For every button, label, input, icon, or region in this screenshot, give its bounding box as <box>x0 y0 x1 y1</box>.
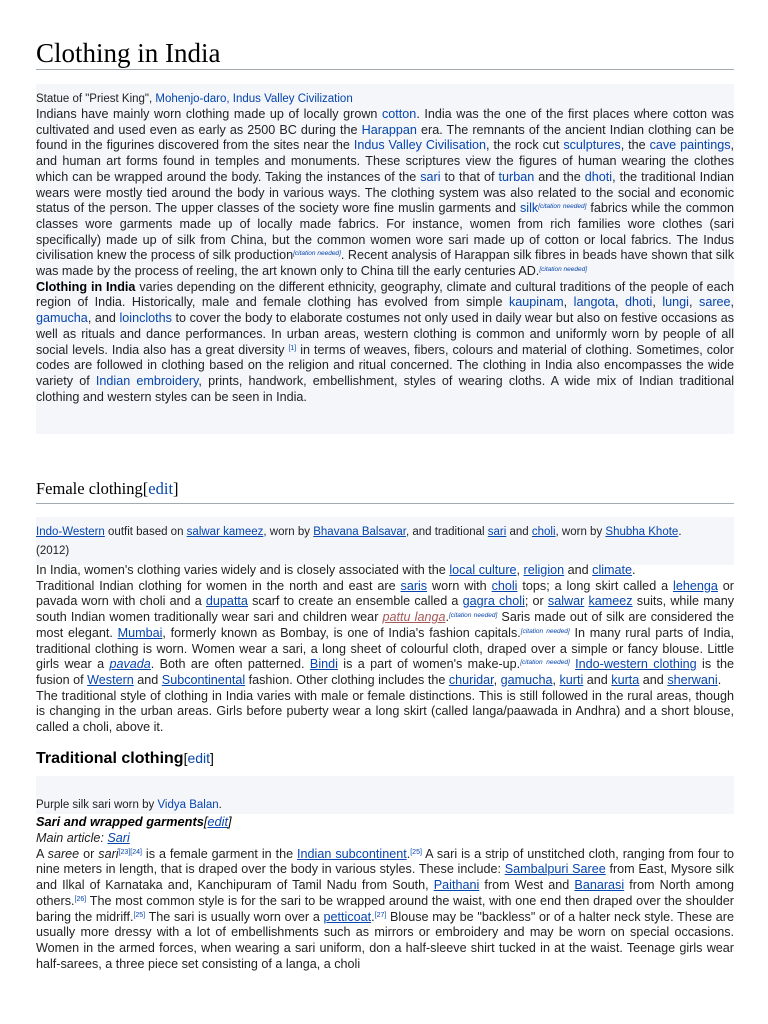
gamucha-link-2[interactable]: gamucha <box>500 672 553 687</box>
reference[interactable]: [26] <box>74 895 87 903</box>
title-divider <box>36 69 734 70</box>
kaupinam-link[interactable]: kaupinam <box>508 295 564 310</box>
paithani-link[interactable]: Paithani <box>433 878 480 893</box>
intro-paragraph: Indians have mainly worn clothing made up of locally grown cotton. India was the one of the first places where cotton was cultivated and used even as early as 2500 BC during the Harappan era. The remnants of the ancient Indian clothing can be found in the figurines discovered from the sites near the Indus Valley Civilisation, the rock cut sculptures, the cave paintings, and human art forms found in temples and monuments. These scriptures view the figures of human wearing the clothes which can be wrapped around the body. Taking the instances of the sari to that of turban and the dhoti, the traditional Indian wears were mostly tied around the body in various ways. The clothing system was also related to the social and economic status of the person. The upper classes of the society wore fine muslin garments and silk[citation needed] fabrics while the common classes wore garments made up of locally made fabrics. For instance, women from rich families wore clothes (sari specifically) made up of silk from China, but the common women wore sari made up of cotton or local fabrics. The Indus civilisation knew the process of silk production[citation needed]. Recent analysis of Harappan silk fibres in beads have shown that silk was made by the process of reeling, the art known only to China till the early centuries AD.[citation needed] <box>36 107 735 279</box>
reference[interactable]: [25] <box>133 911 146 919</box>
subcontinental-link[interactable]: Subcontinental <box>161 672 246 687</box>
female-heading: Female clothing[edit] <box>36 479 734 504</box>
churidar-link[interactable]: churidar <box>448 672 494 687</box>
gamucha-link[interactable]: gamucha <box>36 311 88 326</box>
sambalpuri-link[interactable]: Sambalpuri Saree <box>504 862 606 877</box>
salwar-kameez-link[interactable]: salwar kameez <box>186 526 264 538</box>
dhoti-link-2[interactable]: dhoti <box>625 295 653 310</box>
sari-paragraph: A saree or sari[23][24] is a female garment in the Indian subcontinent.[25] A sari is a strip of unstitched cloth, ranging from four to nine meters in length, that is draped over the body in various styles. These include: Sambalpuri Saree from East, Mysore silk and Ilkal of Karnataka and, Kanchipuram of Tamil Nadu from South, Paithani from West and Banarasi from North among others.[26] The most common style is for the sari to be wrapped around the waist, with one end then draped over the shoulder baring the midriff.[25] The sari is usually worn over a petticoat.[27] Blouse may be "backless" or of a halter neck style. These are usually more dressy with a lot of embellishments such as mirrors or embroidery and may be worn on special occasions. Women in the armed forces, when wearing a sari uniform, don a half-sleeve shirt tucked in at the waist. Teenage girls wear half-sarees, a three piece set consisting of a langa, a choli <box>36 846 734 971</box>
section-divider <box>36 503 734 504</box>
edit-link[interactable]: edit <box>187 750 211 766</box>
cave-paintings-link[interactable]: cave paintings <box>649 138 731 153</box>
saree-link[interactable]: saree <box>699 295 731 310</box>
reference[interactable]: [25] <box>410 848 422 856</box>
loincloths-link[interactable]: loincloths <box>119 311 172 326</box>
citation-needed[interactable]: [citation needed] <box>520 659 570 667</box>
langota-link[interactable]: langota <box>573 295 615 310</box>
shubha-link[interactable]: Shubha Khote <box>605 526 679 538</box>
female-body: In India, women's clothing varies widely and is closely associated with the local culture, religion and climate. Traditional Indian clothing for women in the north and east are saris worn with choli tops; a long skirt called a lehenga or pavada worn with choli and a dupatta scarf to create an ensemble called a gagra choli; or salwar kameez suits, while many south Indian women traditionally wear sari and children wear pattu langa.[citation needed] Saris made out of silk are considered the most elegant. Mumbai, formerly known as Bombay, is one of India's fashion capitals.[citation needed] In many rural parts of India, traditional clothing is worn. Women wear a sari, a long sheet of colourful cloth, draped over a simple or fancy blouse. Little girls wear a pavada. Both are often patterned. Bindi is a part of women's make-up.[citation needed] Indo-western clothing is the fusion of Western and Subcontinental fashion. Other clothing includes the churidar, gamucha, kurti and kurta and sherwani. The traditional style of clothing in India varies with male or female distinctions. This is still followed in the rural areas, though is changing in the urban areas. Girls before puberty wear a long skirt (called langa/paawada in Andhra) and a short blouse, called a choli, above it. <box>36 563 735 735</box>
citation-needed[interactable]: [citation needed] <box>538 203 587 211</box>
sari-link[interactable]: sari <box>420 169 441 184</box>
citation-needed[interactable]: [citation needed] <box>539 266 588 274</box>
traditional-heading: Traditional clothing[edit] <box>36 750 214 767</box>
pattu-langa-link[interactable]: pattu langa <box>382 610 446 625</box>
climate-link[interactable]: climate <box>592 563 633 577</box>
sculptures-link[interactable]: sculptures <box>563 138 621 153</box>
pavada-link[interactable]: pavada <box>109 657 151 672</box>
reference[interactable]: [27] <box>374 911 387 919</box>
traditional-caption: Purple silk sari worn by Vidya Balan. <box>36 776 734 814</box>
lehenga-link[interactable]: lehenga <box>673 578 718 593</box>
indo-western-clothing-link[interactable]: Indo-western clothing <box>575 657 697 672</box>
harappan-link[interactable]: Harappan <box>361 122 417 137</box>
dupatta-link[interactable]: dupatta <box>205 594 248 609</box>
lungi-link[interactable]: lungi <box>662 295 689 310</box>
vidya-balan-link[interactable]: Vidya Balan <box>157 799 219 811</box>
salwar-link[interactable]: salwar <box>547 594 585 609</box>
female-caption: Indo-Western outfit based on salwar kameez, worn by Bhavana Balsavar, and traditional sari and choli, worn by Shubha Khote. (2012) <box>36 517 734 565</box>
bhavana-link[interactable]: Bhavana Balsavar <box>313 526 406 538</box>
banarasi-link[interactable]: Banarasi <box>574 878 625 893</box>
bindi-link[interactable]: Bindi <box>309 657 338 672</box>
mohenjo-daro-link[interactable]: Mohenjo-daro, Indus Valley Civilization <box>155 93 353 105</box>
reference[interactable]: [23][24] <box>118 848 142 856</box>
indo-western-link[interactable]: Indo-Western <box>36 526 105 538</box>
overview-paragraph: Clothing in India varies depending on the different ethnicity, geography, climate and cultural traditions of the people of each region of India. Historically, male and female clothing has evolved from simple kaupinam, langota, dhoti, lungi, saree, gamucha, and loincloths to cover the body to elaborate costumes not only used in daily wear but also on festive occasions as well as rituals and dance performances. In urban areas, western clothing is common and uniformly worn by people of all social levels. India also has a great diversity [1] in terms of weaves, fibers, colours and material of clothing. Sometimes, color codes are followed in clothing based on the religion and ritual concerned. The clothing in India also encompasses the wide variety of Indian embroidery, prints, handwork, embellishment, styles of wearing cloths. A wide mix of Indian traditional clothing and western styles can be seen in India. <box>36 279 735 404</box>
saris-link[interactable]: saris <box>400 578 428 593</box>
edit-link[interactable]: edit <box>207 814 229 829</box>
sari-main-link[interactable]: Sari <box>107 831 130 845</box>
kurta-link[interactable]: kurta <box>611 672 640 687</box>
intro-section <box>36 84 734 434</box>
kurti-link[interactable]: kurti <box>559 672 584 687</box>
main-article-note: Main article: Sari <box>36 831 130 845</box>
cotton-link[interactable]: cotton <box>382 107 417 121</box>
sari-section: Sari and wrapped garments[edit] Main article: Sari A saree or sari[23][24] is a female garment in the Indian subcontinent.[25] A sari is a strip of unstitched cloth, ranging from four to nine meters in length, that is draped over the body in various styles. These include: Sambalpuri Saree from East, Mysore silk and Ilkal of Karnataka and, Kanchipuram of Tamil Nadu from South, Paithani from West and Banarasi from North among others.[26] The most common style is for the sari to be wrapped around the waist, with one end then draped over the shoulder baring the midriff.[25] The sari is usually worn over a petticoat.[27] Blouse may be "backless" or of a halter neck style. These are usually more dressy with a lot of embellishments such as mirrors or embroidery and may be worn on special occasions. Women in the armed forces, when wearing a sari uniform, don a half-sleeve shirt tucked in at the waist. Teenage girls wear half-sarees, a three piece set consisting of a langa, a choli <box>36 814 734 971</box>
edit-link[interactable]: edit <box>148 479 174 498</box>
reference[interactable]: [1] <box>288 344 297 352</box>
petticoat-link[interactable]: petticoat <box>323 909 372 924</box>
kameez-link[interactable]: kameez <box>588 594 633 609</box>
silk-link[interactable]: silk <box>519 201 539 216</box>
religion-link[interactable]: religion <box>523 563 565 577</box>
mumbai-link[interactable]: Mumbai <box>117 625 163 640</box>
sherwani-link[interactable]: sherwani <box>667 672 718 687</box>
ivc-link[interactable]: Indus Valley Civilisation <box>353 138 487 153</box>
image-caption: Statue of "Priest King", Mohenjo-daro, Indus Valley Civilization <box>36 93 353 105</box>
turban-link[interactable]: turban <box>498 169 535 184</box>
gagra-choli-link[interactable]: gagra choli <box>462 594 525 609</box>
citation-needed[interactable]: [citation needed] <box>293 250 341 258</box>
indian-subcontinent-link[interactable]: Indian subcontinent <box>297 846 407 861</box>
dhoti-link[interactable]: dhoti <box>584 169 613 184</box>
choli-caption-link[interactable]: choli <box>531 526 556 538</box>
citation-needed[interactable]: [citation needed] <box>520 627 570 635</box>
local-culture-link[interactable]: local culture <box>449 563 517 577</box>
western-link[interactable]: Western <box>87 672 134 687</box>
sari-caption-link[interactable]: sari <box>487 526 507 538</box>
citation-needed[interactable]: [citation needed] <box>448 612 498 620</box>
choli-link[interactable]: choli <box>491 578 518 593</box>
embroidery-link[interactable]: Indian embroidery <box>95 373 199 388</box>
page-title: Clothing in India <box>36 38 221 68</box>
